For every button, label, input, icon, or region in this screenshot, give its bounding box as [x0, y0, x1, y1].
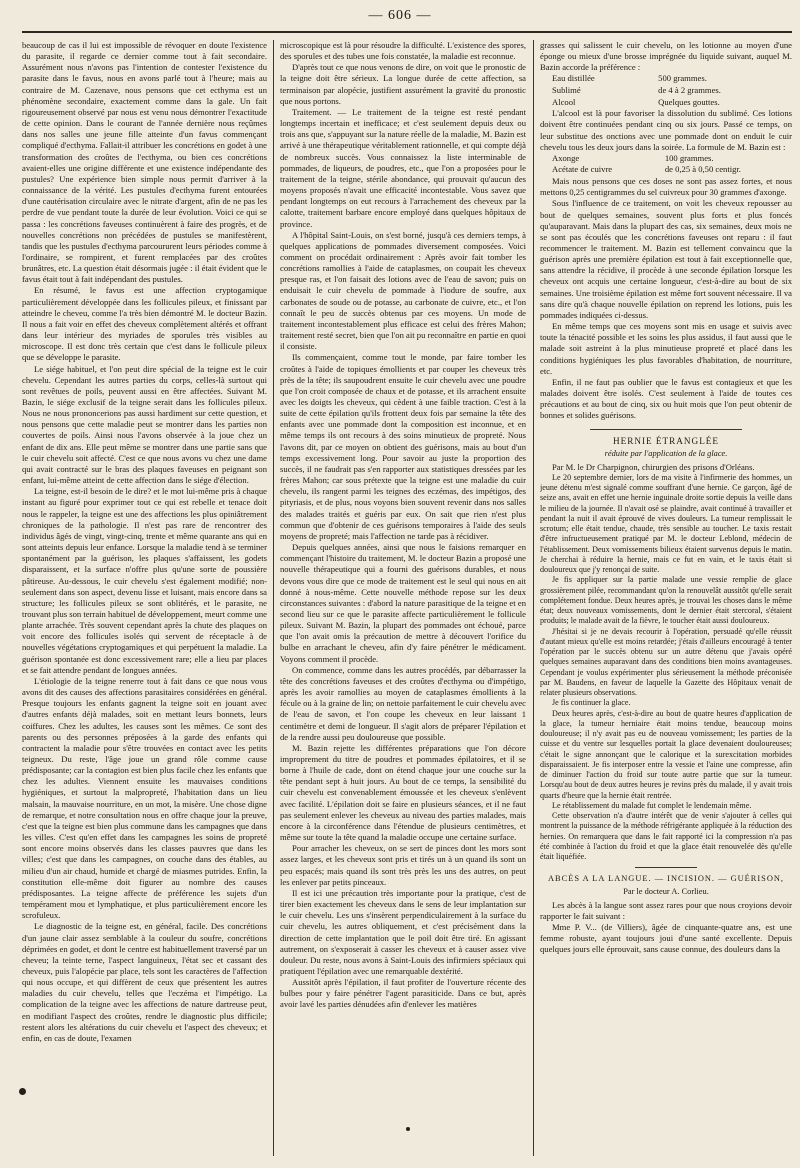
paragraph: beaucoup de cas il lui est impossible de révoquer en doute l'existence du parasite, il regarde ce dernier comme tout à fait secondaire. Assurément nous n'avons pas l'intention de contester l'existence du parasite dans le favus, nous en avons parlé tout à l'heure; mais au contraire de M. Cazenave, nous pensons que cet ecthyma est un phénomène secondaire, exactement comme dans la gale. Un fait rigoureusement observé par nous est venu nous démontrer l'exactitude de cette opinion. Dans le courant de l'année dernière nous reçûmes dans nos salles une jeune fille atteinte d'un favus commençant compliqué d'ecthyma. Fallait-il attribuer les concrétions en godet à une transformation des croûtes de l'ecthyma, ou bien ces concrétions avaient-elles une origine différente et une existence indépendante des pustules? Une expérience bien simple nous permit d'arriver à la connaissance de la vérité. Les pustules d'ecthyma furent entourées d'une cautérisation circulaire avec le nitrate d'argent, afin de ne pas les perdre de vue pendant toute la durée de leur évolution. Voici ce qui se passa : les concrétions faveuses continuèrent à faire des progrès, et de nouvelles concrétions non précédées de pustules se manifestèrent, tandis que les pustules d'ecthyma parcoururent leurs périodes comme à l'ordinaire, se rompirent, et furent remplacées par des croûtes brunâtres, etc. La question était désormais jugée : il était évident que le favus était tout à fait indépendant des pustules. [22, 40, 267, 285]
section-divider [635, 867, 697, 868]
recipe-ingredient: Acétate de cuivre [552, 164, 613, 175]
ink-blot [19, 1088, 26, 1095]
paragraph: En même temps que ces moyens sont mis en usage et suivis avec toute la ténacité possible et les soins les plus assidus, il faut aussi que le malade soit astreint à la plus minutieuse propreté et placé dans les conditions hygiéniques les plus favorables d'habitation, de nourriture, etc. [540, 321, 792, 376]
paragraph: On commence, comme dans les autres procédés, par débarrasser la tête des concrétions faveuses et des croûtes d'ecthyma ou d'impétigo, après les avoir ramollies au moyen de cataplasmes émollients à la fécule ou à la graine de lin; on nettoie parfaitement le cuir chevelu avec de l'eau de savon, et l'on coupe les cheveux en leur laissant 1 centimètre et demi de longueur. Il s'agit alors de préparer l'épilation et de la rendre aussi peu douloureuse que possible. [280, 664, 526, 742]
article-subtitle: réduite par l'application de la glace. [604, 448, 728, 458]
ink-blot [406, 1127, 410, 1131]
article-title: HERNIE ÉTRANGLÉE [612, 435, 720, 446]
paragraph: Enfin, il ne faut pas oublier que le favus est contagieux et que les malades doivent être isolés. C'est seulement à l'aide de toutes ces précautions et au bout de cinq, six ou huit mois que l'on peut obtenir de bonnes et solides guérisons. [540, 376, 792, 421]
recipe-ingredient: Eau distillée [552, 73, 595, 84]
paragraph: J'hésitai si je ne devais recourir à l'opération, persuadé qu'elle réussit d'autant mieux qu'elle est moins retardée; j'étais d'ailleurs encouragé à tenter l'opération par le succès obtenu sur un autre détenu que j'avais opéré quelques semaines auparavant dans des conditions bien moins avantageuses. Cependant je voulus expérimenter plus sérieusement la méthode préconisée par M. Baudens, en faveur de laquelle la Gazette des Hôpitaux venait de relater plusieurs observations. [540, 626, 792, 698]
column-left [22, 40, 267, 1158]
recipe-amount: 100 grammes. [664, 152, 714, 163]
paragraph: microscopique est là pour résoudre la difficulté. L'existence des spores, des sporules et des tubes une fois constatée, la maladie est reconnue. [280, 40, 526, 62]
recipe-ingredient: Sublimé [552, 85, 581, 96]
paragraph: Le rétablissement du malade fut complet le lendemain même. [552, 800, 752, 810]
recipe-table [540, 153, 792, 176]
paragraph: Le diagnostic de la teigne est, en général, facile. Des concrétions d'un jaune clair assez semblable à la couleur du soufre, concrétions déprimées en godet, et dont le centre est habituellement traversé par un cheveu; la teinte terne, l'aspect languineux, l'état sec et cassant des cheveux, puis l'alopécie par place, tels sont les caractères de l'affection qui nous occupe, et qui diffèrent de ceux que présentent les autres maladies du cuir chevelu, telles que l'eczéma et l'impétigo. La complication de la teigne avec les affections de nature dartreuse peut, en modifiant l'aspect des croûtes, rendre le diagnostic plus difficile; restent alors les altérations du cuir chevelu et l'aspect des cheveux; et enfin, en cas de doute, l'examen [22, 921, 267, 1043]
paragraph: A l'hôpital Saint-Louis, on s'est borné, jusqu'à ces derniers temps, à quelques applications de pommades diversement composées. Voici comment on procédait ordinairement : Après avoir fait tomber les concrétions ramollies à l'aide de cataplasmes, on coupait les cheveux presque ras, et l'on faisait des lotions avec de l'eau de savon; puis on enduisait le cuir chevelu de pommade à l'iodure de soufre, aux carbonates de soude ou de potasse, au carbonate de cuivre, etc., et l'on connaît le peu de succès obtenus par ces moyens. Un mode de traitement incontestablement plus efficace est celui des frères Mahon; traitement resté secret, bien que l'on ait pu reconnaître en partie en quoi il consiste. [280, 229, 526, 352]
paragraph: La teigne, est-il besoin de le dire? et le mot lui-même pris à chaque instant au figuré pour exprimer tout ce qui est rebelle et tenace doit nous le rappeler, la teigne est une des affections les plus opiniâtrement chroniques de la pathologie. Il n'est pas rare de rencontrer des individus âgés de vingt, vingt-cinq, trente et même quarante ans qui en sont atteints depuis leur enfance. Lorsque la maladie tend à se terminer spontanément par la guérison, les plaques s'affaissent, les godets disparaissent, et la surface n'offre plus qu'une sorte de poussière pâtireuse. Au-dessous, le cuir chevelu s'est également modifié; non-seulement dans son aspect, devenu lisse et luisant, mais encore dans sa structure; les follicules pileux se sont oblitérés, et le parasite, ne trouvant plus son terrain habituel de développement, meurt comme une plante arrachée. Très souvent cependant après la chute des plaques on voit encore des follicules isolés qui servent de réceptacle à de nouvelles végétations cryptogamiques et qui perpétuent la maladie. La guérison spontanée est donc excessivement rare; elle a lieu par places et se fait attendre pendant de longues années. [22, 486, 267, 675]
paragraph: L'alcool est là pour favoriser la dissolution du sublimé. Ces lotions doivent être continuées pendant cinq ou six jours. Passé ce temps, on leur substitue des onctions avec une pommade dont on enduit le cuir chevelu tous les deux jours dans la soirée. La formule de M. Bazin est : [540, 108, 792, 152]
section-divider [590, 429, 742, 430]
paragraph: Ils commençaient, comme tout le monde, par faire tomber les croûtes à l'aide de topiques émollients et par couper les cheveux très près de la tête; ils saupoudrent ensuite le cuir chevelu avec une poudre que l'on croit composée de chaux et de potasse, et ils arrachent ensuite avec les doigts les cheveux, qui cèdent à une faible traction. C'est à la suite de cette épilation qu'ils frottent deux fois par semaine la tête des enfants avec une pommade dont la composition est inconnue, et en même temps ils ont recours à des soins minutieux de propreté. Nous l'avons dit, par ce moyen on obtient des guérisons, mais au bout d'un temps excessivement long. Pour savoir au juste la proportion des succès, il ne faudrait pas s'en rapporter aux statistiques dressées par les frères Mahon; car sous prétexte que la teigne est une maladie du cuir chevelu, ils rangent parmi les teignes des eczémas, des impétigos, des pityriasis, et de plus, nous voyons bien souvent revenir dans nos salles des malades traités et guéris par eux. On sait que rien n'est plus commun que d'obtenir de ces guérisons temporaires à l'aide des seuls moyens de propreté; mais l'affection ne tarde pas à récidiver. [280, 352, 526, 541]
paragraph: Sous l'influence de ce traitement, on voit les cheveux repousser au bout de quelques semaines, souvent plus forts et plus foncés qu'auparavant. Mais dans la plupart des cas, six semaines, deux mois ne se sont pas écoulés que les concrétions faveuses ont reparu : il faut recommencer le traitement. M. Bazin est tellement convaincu que la guérison après une première épilation est tout à fait exceptionnelle que, sans attendre la récidive, il procède à une seconde épilation lorsque les cheveux ont acquis une certaine longueur, c'est-à-dire au bout de six semaines. Une troisième épilation est même fort souvent nécessaire. Il va sans dire qu'à chaque nouvelle épilation on reprend les lotions, puis les pommades indiquées ci-dessus. [540, 198, 792, 320]
paragraph: Le siége habituel, et l'on peut dire spécial de la teigne est le cuir chevelu. Cependant les autres parties du corps, celles-là surtout qui sont revêtues de poils, peuvent aussi en être affectées. Suivant M. Bazin, le siége exclusif de la teigne serait dans les follicules pileux. Nous ne nous prononcerions pas aussi hardiment sur cette question, et nous pensons que cette maladie peut se montrer dans les parties non couvertes de poils. Ainsi nous l'avons observée à la joue chez un enfant de dix ans. Elle peut même se montrer dans une partie sans que le cuir chevelu soit affecté. C'est ce que nous avons vu chez une dame qui avait contracté sur le bras des plaques faveuses en peignant son enfant, lui-même atteint de cette affection dans le siége d'élection. [22, 363, 267, 486]
column-middle [280, 40, 526, 1158]
recipe-row [540, 164, 792, 176]
paragraph: Mais nous pensons que ces doses ne sont pas assez fortes, et nous mettons 0,25 centigrammes du sel cuivreux pour 30 grammes d'axonge. [540, 176, 792, 198]
recipe-row [540, 73, 792, 85]
recipe-row [540, 85, 792, 97]
page-number: — 606 — [368, 8, 432, 23]
paragraph: grasses qui salissent le cuir chevelu, on les lotionne au moyen d'une éponge ou mieux d'une brosse imprégnée du liquide suivant, auquel M. Bazin accorde la préférence : [540, 40, 792, 73]
paragraph: Le 20 septembre dernier, lors de ma visite à l'infirmerie des hommes, un jeune détenu m'est signalé comme souffrant d'une hernie. Ce garçon, âgé de seize ans, avait en effet une hernie inguinale droite sortie depuis la veille dans le milieu de la journée. Il n'avait osé se plaindre, avait continué à travailler et pendant la nuit il avait éprouvé de vives douleurs. La tumeur remplissait le scrotum; elle était tendue, chaude, très sensible au toucher. Le taxis restait d'être infructueusement pratiqué par M. le docteur Leblond, médecin de l'établissement. Deux vomissements bilieux étaient survenus depuis le matin. Je cherchai à réduire la hernie, mais ce fut en vain, et le taxis était si douloureux que j'y renonçai de suite. [540, 472, 792, 575]
paragraph: Mme P. V... (de Villiers), âgée de cinquante-quatre ans, est une femme robuste, ayant toujours joui d'une santé excellente. Depuis quelques jours elle éprouvait, sans cause connue, des douleurs dans la [540, 922, 792, 955]
paragraph: Aussitôt après l'épilation, il faut profiter de l'ouverture récente des bulbes pour y faire pénétrer l'agent parasiticide. Dans ce but, après avoir lavé les parties dénudées afin d'enlever les matières [280, 977, 526, 1010]
recipe-ingredient: Alcool [552, 96, 576, 107]
paragraph: Je fis continuer la glace. [552, 698, 631, 708]
paragraph: En résumé, le favus est une affection cryptogamique particulièrement développée dans les follicules pileux, et finissant par atteindre le cheveu, comme l'a très bien démontré M. le docteur Bazin. Il nous a fait voir en effet des cheveux complètement altérés et offrant dans leur intérieur des myriades de sporules très visibles au microscope. Il est donc très certain que c'est dans le follicule pileux que se développe le parasite. [22, 285, 267, 363]
paragraph: Les abcès à la langue sont assez rares pour que nous croyions devoir rapporter le fait suivant : [540, 899, 792, 921]
paragraph: Je fis appliquer sur la partie malade une vessie remplie de glace grossièrement pilée, recommandant qu'on la renouvelât aussitôt qu'elle serait complétement fondue. Deux heures après, je trouvai les choses dans le même état; deux nouveaux vomissements, dont le dernier était stercoral, s'étaient produits; le malade avait de la fièvre, le toucher était aussi douloureux. [540, 575, 792, 626]
paragraph: D'après tout ce que nous venons de dire, on voit que le pronostic de la teigne doit être sérieux. La longue durée de cette affection, sa terminaison par alopécie, justifient assurément la gravité du pronostic que nous portons. [280, 62, 526, 106]
paragraph: Depuis quelques années, ainsi que nous le faisions remarquer en commençant l'histoire du traitement, M. le docteur Bazin a proposé une nouvelle thérapeutique qui a fourni des guérisons durables, et nous devons vous dire que ce mode de traitement est le seul qui nous en ait donné à nous-même. Cette nouvelle méthode repose sur les deux circonstances suivantes : d'abord la nature parasitique de la teigne et en second lieu sur ce que le parasite affecte particulièrement le follicule pileux. Suivant M. Bazin, la plupart des pommades ont échoué, parce que l'on avait omis la précaution de mettre à découvert l'orifice du bulbe en arrachant le cheveu, afin d'y faire pénétrer le médicament. Voyons comment il procède. [280, 542, 526, 664]
article-byline: Par M. le Dr Charpignon, chirurgien des prisons d'Orléans. [552, 461, 755, 472]
recipe-amount: Quelques gouttes. [658, 96, 720, 107]
paragraph: Traitement. — Le traitement de la teigne est resté pendant longtemps incertain et inefficace; et c'est seulement depuis deux ou trois ans que, s'appuyant sur la nature réelle de la maladie, M. Bazin est arrivé à une thérapeutique véritablement rationnelle, et qui compte déjà de nombreux succès. Vous connaissez la liste interminable de pommades, de liqueurs, de poudres, etc., que l'on a proposées pour le traitement de la teigne, stérile abondance, qui prouvait qu'aucun des moyens proposés n'avait une efficacité incontestable. Vous savez que pendant longtemps on eut recours à l'arrachement des cheveux par la calotte, traitement barbare encore employé dans quelques hôpitaux de province. [280, 106, 526, 229]
article-title: ABCÈS A LA LANGUE. — INCISION. — GUÉRISON, [547, 874, 785, 884]
recipe-table [540, 73, 792, 108]
column-divider [273, 40, 274, 1156]
paragraph: Deux heures après, c'est-à-dire au bout de quatre heures d'application de la glace, la tumeur herniaire était moins tendue, beaucoup moins douloureuse; il n'y avait pas eu de nouveau vomissement; les parties de la cuisse et du ventre sur lesquelles portait la glace devenaient douloureuses; c'était le signe annonçant que le calorique et la surexcitation morbides disparaissaient. Je fis interposer entre la vessie et l'aine une compresse, afin de diminuer l'action du froid sur toute autre partie que sur la tumeur. Lorsqu'au bout de deux autres heures je revins près du malade, il y avait trois quarts d'heure que la hernie était rentrée. [540, 708, 792, 800]
paragraph: Cette observation n'a d'autre intérêt que de venir s'ajouter à celles qui montrent la puissance de la méthode réfrigérante appliquée à la réduction des hernies. On remarquera que dans le fait rapporté ici la compression n'a pas été combinée à l'action du froid et que la glace était renouvelée dès qu'elle était liquéfiée. [540, 811, 792, 862]
recipe-row [540, 97, 792, 109]
column-right [540, 40, 792, 1158]
paragraph: L'étiologie de la teigne renerre tout à fait dans ce que nous vous avons dit des causes des affections parasitaires considérées en général. Presque toujours les enfants gagnent la teigne soit en jouant avec d'autres enfants déjà malades, soit en mettant leurs bonnets, leurs coiffures. Chez les adultes, les causes sont les mêmes. Ce sont des parents ou des personnes préposées à la garde des enfants qui contractent la maladie pour s'être trouvées en contact avec les petits teigneux. Du reste, l'âge joue un grand rôle comme cause prédisposante; car la contagion est bien plus facile chez les enfants que chez les adultes. Viennent ensuite les mauvaises conditions hygiéniques, et surtout la malpropreté, l'habitation dans un lieu malsain, la mauvaise nourriture, en un mot, la misère. Une chose digne de remarque, et notre consultation nous en offre chaque jour la preuve, c'est que la teigne est bien plus commune dans les campagnes que dans les villes. C'est qu'en effet dans les campagnes les soins de propreté sont encore moins observés dans les classes pauvres que dans les villes; c'est que dans les campagnes, on couche dans des étables, au milieu d'un air chaud, humide et chargé de miasmes putrides. Enfin, la constitution elle-même doit figurer au nombre des causes prédisposantes. La teigne affecte de préférence les sujets d'un tempérament mou et lymphatique, et plus particulièrement encore les scrofuleux. [22, 675, 267, 921]
recipe-row [540, 153, 792, 165]
recipe-amount: 500 grammes. [658, 73, 707, 84]
recipe-amount: de 0,25 à 0,50 centigr. [664, 164, 741, 175]
article-byline: Par le docteur A. Corlieu. [623, 886, 709, 896]
recipe-ingredient: Axonge [552, 152, 580, 163]
paragraph: M. Bazin rejette les différentes préparations que l'on décore improprement du titre de poudres et pommades épilatoires, et il se borne à l'huile de cade, dont on étend chaque jour une couche sur la tête pendant sept à huit jours. Au bout de ce temps, la sensibilité du cuir chevelu est convenablement émoussée et les cheveux s'enlèvent avec facilité. L'épilation doit se faire en plusieurs séances, et il ne faut pas seulement enlever les cheveux au niveau des parties malades, mais encore à la circonférence dans l'étendue de plusieurs centimètres, et même sur toute la tête quand la maladie occupe une certaine surface. [280, 742, 526, 843]
recipe-amount: de 4 à 2 grammes. [658, 85, 721, 96]
column-divider [533, 40, 534, 1156]
paragraph: Pour arracher les cheveux, on se sert de pinces dont les mors sont assez larges, et les cheveux sont pris et tirés un à un quand ils sont un peu espacés; mais quand ils sont très près les uns des autres, on peut les enlever par petits pinceaux. [280, 843, 526, 887]
header-rule [22, 31, 792, 33]
paragraph: Il est ici une précaution très importante pour la pratique, c'est de tirer bien exactement les cheveux dans le sens de leur implantation sur le cuir chevelu. Les uns s'insèrent perpendiculairement à la surface du cuir chevelu, les autres obliquement, et c'est précisément dans la direction de cette implantation que le poil doit être tiré. En agissant autrement, on s'exposerait à casser les cheveux et à causer assez vive douleur. Du reste, nous avons à Saint-Louis des infirmiers spéciaux qui pratiquent l'épilation avec une remarquable dextérité. [280, 887, 526, 976]
